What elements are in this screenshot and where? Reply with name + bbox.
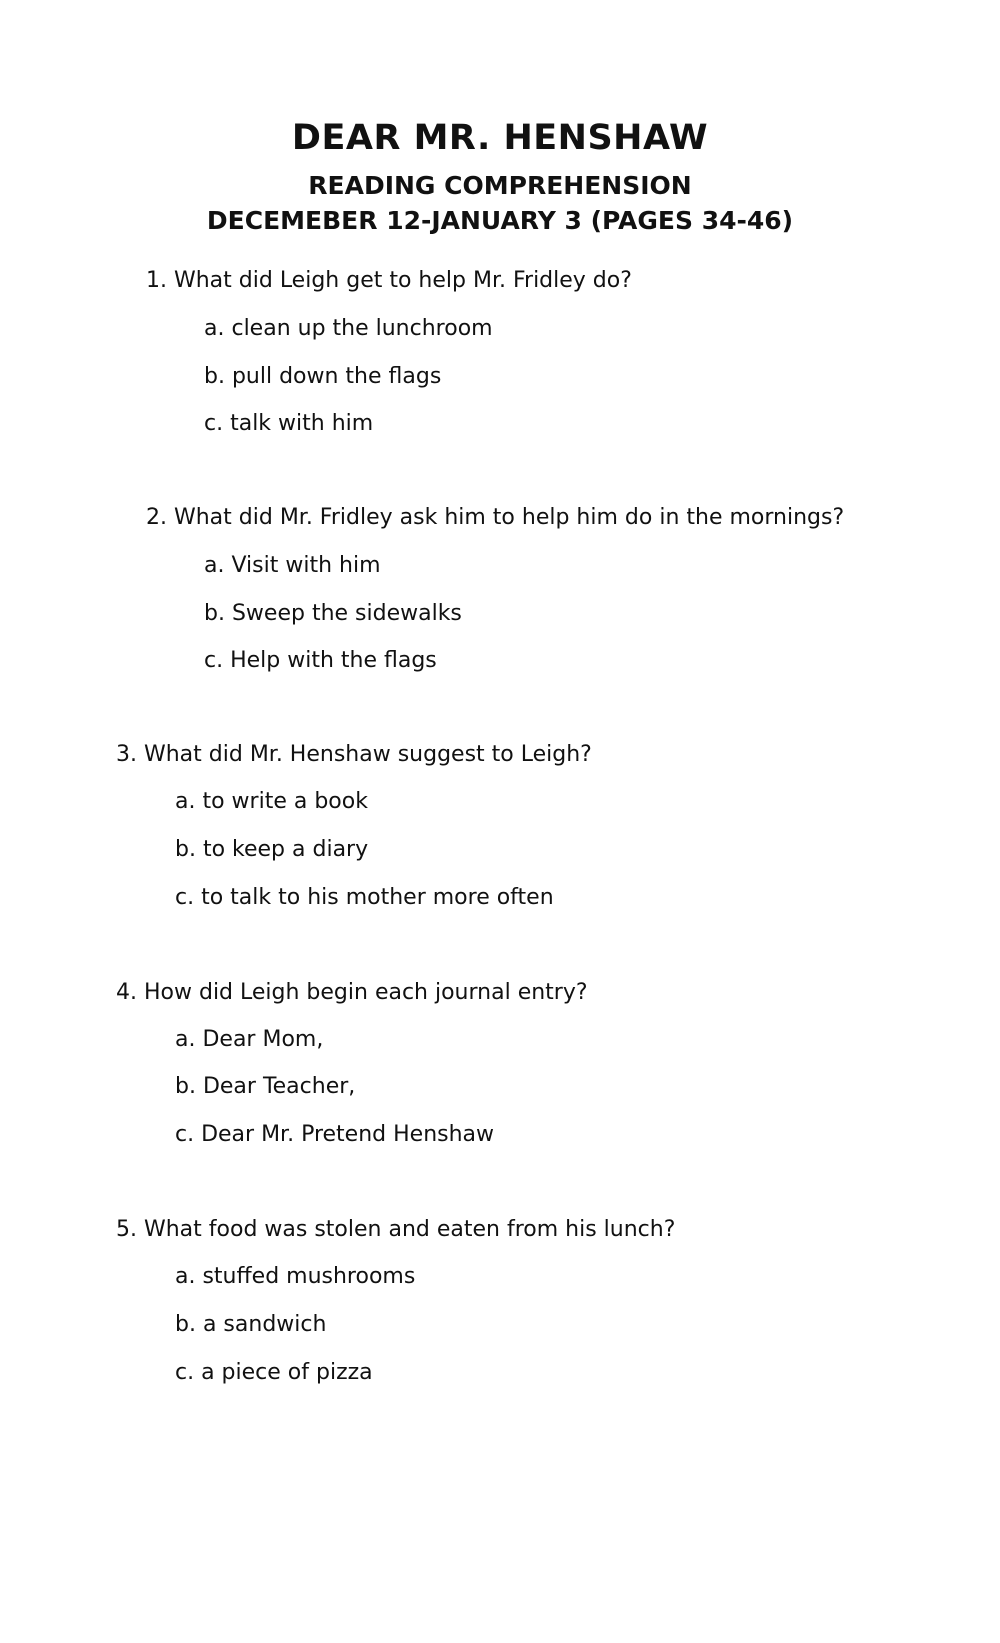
question-1-option-a[interactable]: a. clean up the lunchroom: [204, 316, 493, 341]
question-3-option-c[interactable]: c. to talk to his mother more often: [175, 885, 554, 910]
question-5-option-b[interactable]: b. a sandwich: [175, 1312, 327, 1337]
date-range: DECEMEBER 12-JANUARY 3 (PAGES 34-46): [206, 206, 794, 235]
question-5: 5. What food was stolen and eaten from his lunch?: [116, 1217, 676, 1242]
question-3-option-a[interactable]: a. to write a book: [175, 789, 368, 814]
question-2: 2. What did Mr. Fridley ask him to help him do in the mornings?: [146, 505, 845, 530]
question-4: 4. How did Leigh begin each journal entry?: [116, 980, 588, 1005]
question-4-option-c[interactable]: c. Dear Mr. Pretend Henshaw: [175, 1122, 495, 1147]
page-subtitle: READING COMPREHENSION: [308, 171, 692, 200]
question-2-option-c[interactable]: c. Help with the flags: [204, 648, 437, 673]
question-4-option-b[interactable]: b. Dear Teacher,: [175, 1074, 356, 1099]
question-3-option-b[interactable]: b. to keep a diary: [175, 837, 369, 862]
question-5-option-a[interactable]: a. stuffed mushrooms: [175, 1264, 416, 1289]
question-5-option-c[interactable]: c. a piece of pizza: [175, 1360, 373, 1385]
question-3: 3. What did Mr. Henshaw suggest to Leigh?: [116, 742, 592, 767]
question-1: 1. What did Leigh get to help Mr. Fridley do?: [146, 268, 632, 293]
question-2-option-b[interactable]: b. Sweep the sidewalks: [204, 601, 462, 626]
question-1-option-b[interactable]: b. pull down the flags: [204, 364, 442, 389]
question-1-option-c[interactable]: c. talk with him: [204, 411, 374, 436]
question-4-option-a[interactable]: a. Dear Mom,: [175, 1027, 324, 1052]
question-2-option-a[interactable]: a. Visit with him: [204, 553, 381, 578]
page-title: DEAR MR. HENSHAW: [291, 118, 709, 158]
